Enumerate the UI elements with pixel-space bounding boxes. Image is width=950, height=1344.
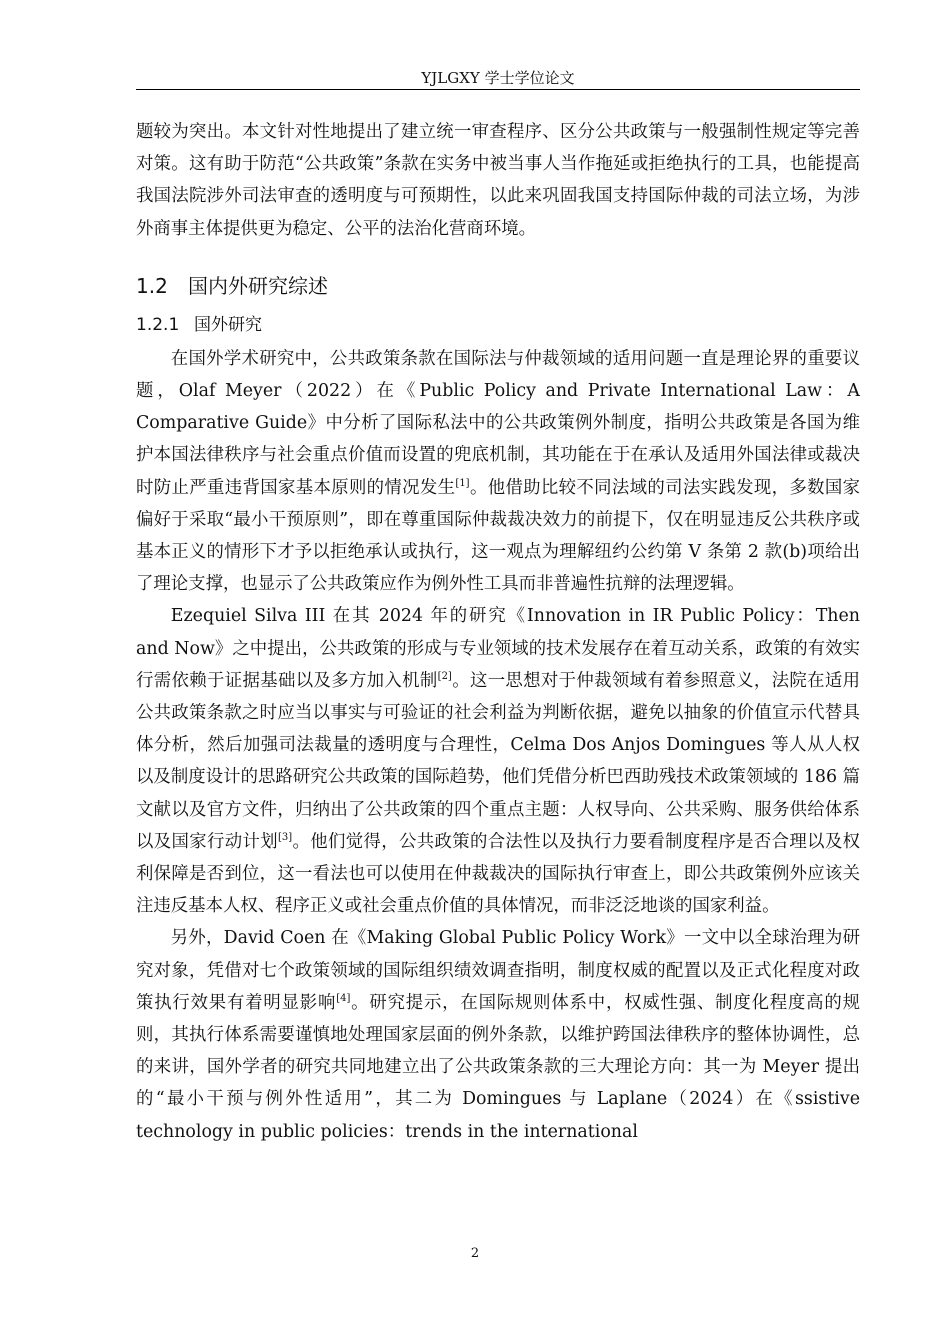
paragraph-meyer — [136, 343, 860, 601]
subsection-number: 1.2.1 — [136, 314, 180, 335]
paragraph-text: 。这一思想对于仲裁领域有着参照意义，法院在适用公共政策条款之时应当以事实与可验证的社会利益为判断依据，避免以抽象的价值宣示代替具体分析，然后加强司法裁量的透明度与合理性，Celma Dos Anjos Domingues 等人从人权以及制度设计的思路研究公共政策的国际趋势，他们凭借分析巴西助残技术政策领域的 186 篇文献以及官方文件，归纳出了公共政策的四个重点主题：人权导向、公共采购、服务供给体系以及国家行动计划 — [136, 670, 860, 852]
paragraph-text: 。他们觉得，公共政策的合法性以及执行力要看制度程序是否合理以及权利保障是否到位，这一看法也可以使用在仲裁裁决的国际执行审查上，即公共政策例外应该关注违反基本人权、程序正义或社会重点价值的具体情况，而非泛泛地谈的国家利益。 — [136, 831, 860, 917]
page-number: 2 — [470, 1246, 480, 1261]
section-number: 1.2 — [136, 273, 168, 298]
subsection-heading — [136, 311, 860, 339]
citation-1: [1] — [455, 477, 470, 489]
citation-2: [2] — [437, 670, 452, 682]
section-heading — [136, 271, 860, 301]
paragraph-text: 。研究提示，在国际规则体系中，权威性强、制度化程度高的规则，其执行体系需要谨慎地处理国家层面的例外条款，以维护跨国法律秩序的整体协调性，总的来讲，国外学者的研究共同地建立出了公共政策条款的三大理论方向：其一为 Meyer 提出的“最小干预与例外性适用”，其二为 Domingues 与 Laplane（2024）在《ssistive technology in public policies：trends in the international — [136, 992, 860, 1142]
paragraph-text: Ezequiel Silva III 在其 2024 年的研究《Innovation in IR Public Policy：Then and Now》之中提出，公共政策的形成与专业领域的技术发展存在着互动关系，政策的有效实行需依赖于证据基础以及多方加入机制 — [136, 606, 860, 691]
page-body — [136, 116, 860, 1148]
section-title: 国内外研究综述 — [188, 273, 328, 298]
paragraph-text: 另外，David Coen 在《Making Global Public Policy Work》一文中以全球治理为研究对象，凭借对七个政策领域的国际组织绩效调查指明，制度权威的配置以及正式化程度对政策执行效果有着明显影响 — [136, 928, 860, 1013]
citation-3: [3] — [277, 831, 293, 843]
header-rule — [136, 89, 860, 90]
paragraph-coen — [136, 922, 860, 1147]
paragraph-text: 在国外学术研究中，公共政策条款在国际法与仲裁领域的适用问题一直是理论界的重要议题，Olaf Meyer（2022）在《Public Policy and Private International Law：A Comparative Guide》中分析了国际私法中的公共政策例外制度，指明公共政策是各国为维护本国法律秩序与社会重点价值而设置的兜底机制，其功能在于在承认及适用外国法律或裁决时防止严重违背国家基本原则的情况发生 — [136, 348, 860, 498]
paragraph-silva-domingues — [136, 600, 860, 922]
citation-4: [4] — [336, 992, 351, 1004]
running-header: YJLGXY 学士学位论文 — [421, 69, 575, 87]
paragraph-text: 。他借助比较不同法域的司法实践发现，多数国家偏好于采取“最小干预原则”，即在尊重国际仲裁裁决效力的前提下，仅在明显违反公共秩序或基本正义的情形下才予以拒绝承认或执行，这一观点为理解纽约公约第 V 条第 2 款(b)项给出了理论支撑，也显示了公共政策应作为例外性工具而非普遍性抗辩的法理逻辑。 — [136, 477, 860, 595]
continued-paragraph: 题较为突出。本文针对性地提出了建立统一审查程序、区分公共政策与一般强制性规定等完善对策。这有助于防范“公共政策”条款在实务中被当事人当作拖延或拒绝执行的工具，也能提高我国法院涉外司法审查的透明度与可预期性，以此来巩固我国支持国际仲裁的司法立场，为涉外商事主体提供更为稳定、公平的法治化营商环境。 — [136, 122, 860, 239]
subsection-title: 国外研究 — [194, 314, 262, 335]
